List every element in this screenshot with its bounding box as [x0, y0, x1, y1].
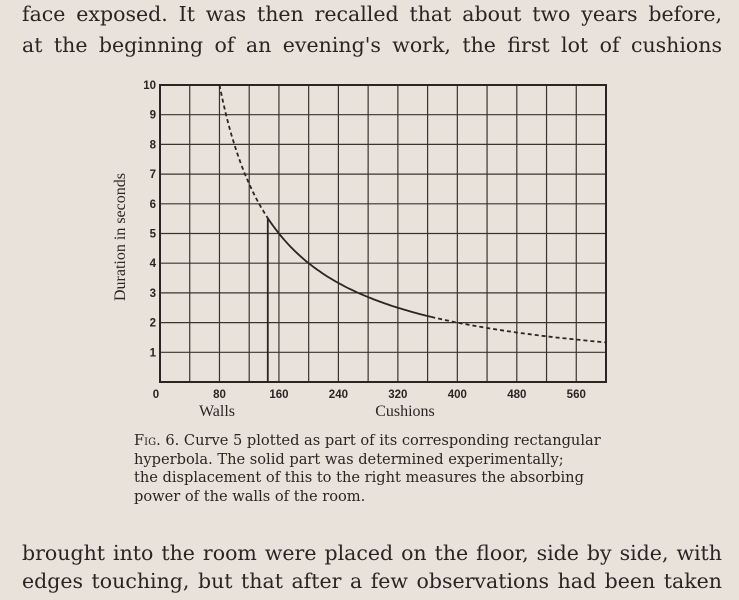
x-tick-label: 240	[328, 389, 348, 401]
figure-caption	[134, 432, 604, 506]
x-tick-label: 320	[388, 389, 408, 401]
figure-label: Fig. 6.	[134, 432, 180, 449]
y-tick-label: 5	[149, 228, 156, 241]
x-tick-label: 400	[447, 389, 467, 401]
y-tick-label: 8	[149, 139, 156, 152]
y-tick-label: 1	[149, 347, 156, 360]
y-tick-label: 3	[149, 287, 156, 300]
y-tick-label: 10	[143, 80, 156, 92]
caption-line: Curve 5 plotted as part of its corresponding rectangular	[179, 432, 601, 449]
y-tick-label: 4	[149, 258, 156, 271]
body-text-line: edges touching, but that after a few observations had been taken	[22, 569, 722, 593]
x-tick-label: 80	[213, 389, 226, 401]
y-tick-label: 6	[149, 198, 156, 211]
body-text-line: brought into the room were placed on the floor, side by side, with	[22, 541, 722, 565]
y-tick-label: 9	[149, 109, 156, 122]
x-axis-label-cushions: Cushions	[375, 403, 435, 420]
y-tick-label: 2	[149, 317, 156, 330]
x-tick-label: 560	[566, 389, 586, 401]
caption-line: power of the walls of the room.	[134, 487, 366, 505]
x-tick-label: 0	[152, 389, 160, 401]
curve-dashed-segment	[220, 85, 268, 218]
x-axis-label-walls: Walls	[198, 403, 236, 420]
x-tick-label: 160	[269, 389, 289, 401]
y-tick-label: 7	[149, 169, 156, 182]
x-tick-label: 480	[507, 389, 527, 401]
body-text-line: face exposed. It was then recalled that about two years before,	[22, 2, 722, 26]
caption-line: the displacement of this to the right measures the absorbing	[134, 469, 584, 486]
y-axis-label: Duration in seconds	[112, 173, 129, 301]
caption-line: hyperbola. The solid part was determined experimentally;	[134, 450, 564, 468]
body-text-line: at the beginning of an evening's work, the first lot of cushions	[22, 33, 722, 57]
